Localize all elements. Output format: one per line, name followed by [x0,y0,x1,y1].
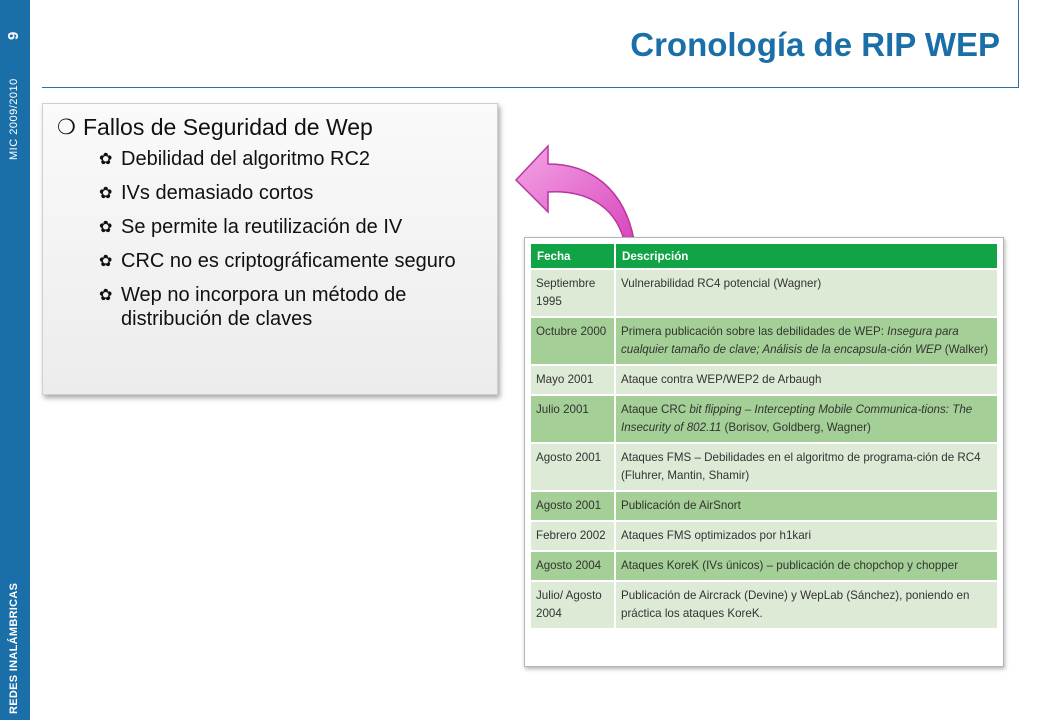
slide-title: Cronología de RIP WEP [630,26,1000,63]
page-number: 9 [5,31,22,40]
header-date: Fecha [530,243,615,269]
sub-bullet-text: Wep no incorpora un método de distribución de claves [121,284,407,330]
row-date: Agosto 2001 [530,491,615,521]
row-description-text: Ataques FMS – Debilidades en el algoritmo de programa-ción de RC4 (Fluhrer, Mantin, Shamir) [621,451,981,482]
row-description-italic: bit flipping – Intercepting Mobile Communica-tions: The Insecurity of 802.11 [621,403,973,434]
table-row [530,395,998,443]
row-description-italic: Insegura para cualquier tamaño de clave; Análisis de la encapsula-ción WEP [621,325,959,356]
row-date: Octubre 2000 [530,317,615,365]
row-description [615,521,998,551]
flower-bullet-icon: ✿ [99,219,113,236]
row-date: Febrero 2002 [530,521,615,551]
sub-bullet-text: IVs demasiado cortos [121,182,314,204]
flower-bullet-icon: ✿ [99,185,113,202]
row-description [615,443,998,491]
table-row [530,317,998,365]
table-row [530,491,998,521]
row-description-text: Ataque CRC [621,403,690,416]
table-row [530,551,998,581]
header-description: Descripción [615,243,998,269]
row-description [615,395,998,443]
flower-bullet-icon: ✿ [99,287,113,304]
row-description-text: Publicación de AirSnort [621,499,741,512]
curved-arrow-icon [512,144,642,244]
row-date: Agosto 2004 [530,551,615,581]
timeline-table [529,242,999,630]
content-box [42,103,498,395]
row-date: Agosto 2001 [530,443,615,491]
row-description [615,365,998,395]
row-description-text: Ataque contra WEP/WEP2 de Arbaugh [621,373,822,386]
sub-bullet-text: CRC no es criptográficamente seguro [121,250,456,272]
sub-bullet-item [99,249,483,274]
main-bullet-text: Fallos de Seguridad de Wep [83,114,373,140]
title-rule-horizontal [42,87,1019,88]
flower-bullet-icon: ✿ [99,151,113,168]
sub-bullet-item [99,215,483,240]
row-date: Julio 2001 [530,395,615,443]
table-row [530,443,998,491]
sub-bullet-text: Debilidad del algoritmo RC2 [121,148,371,170]
sub-bullet-item [99,147,483,172]
table-row [530,581,998,629]
table-header-row [530,243,998,269]
row-description-text: Publicación de Aircrack (Devine) y WepLab (Sánchez), poniendo en práctica los ataques KoreK. [621,589,970,620]
row-description-suffix: (Borisov, Goldberg, Wagner) [721,421,871,434]
row-date: Mayo 2001 [530,365,615,395]
row-date: Julio/ Agosto 2004 [530,581,615,629]
row-description [615,551,998,581]
table-row [530,269,998,317]
row-description [615,491,998,521]
row-description-suffix: (Walker) [941,343,989,356]
row-description-text: Ataques KoreK (IVs únicos) – publicación de chopchop y chopper [621,559,959,572]
table-row [530,365,998,395]
sub-bullet-list [99,147,483,331]
sub-bullet-item [99,181,483,206]
sub-bullet-text: Se permite la reutilización de IV [121,216,403,238]
row-description-text: Vulnerabilidad RC4 potencial (Wagner) [621,277,822,290]
sub-bullet-item [99,283,483,331]
circle-bullet-icon: ❍ [57,116,76,139]
row-date: Septiembre 1995 [530,269,615,317]
table-row [530,521,998,551]
row-description [615,317,998,365]
main-bullet [57,114,483,141]
course-label: MIC 2009/2010 [8,78,20,160]
title-rule-vertical [1018,0,1019,88]
subject-label: REDES INALÁMBRICAS [8,582,20,714]
timeline-table-frame [524,237,1004,667]
row-description [615,581,998,629]
row-description-text: Ataques FMS optimizados por h1kari [621,529,812,542]
row-description-text: Primera publicación sobre las debilidades de WEP: [621,325,888,338]
flower-bullet-icon: ✿ [99,253,113,270]
row-description [615,269,998,317]
